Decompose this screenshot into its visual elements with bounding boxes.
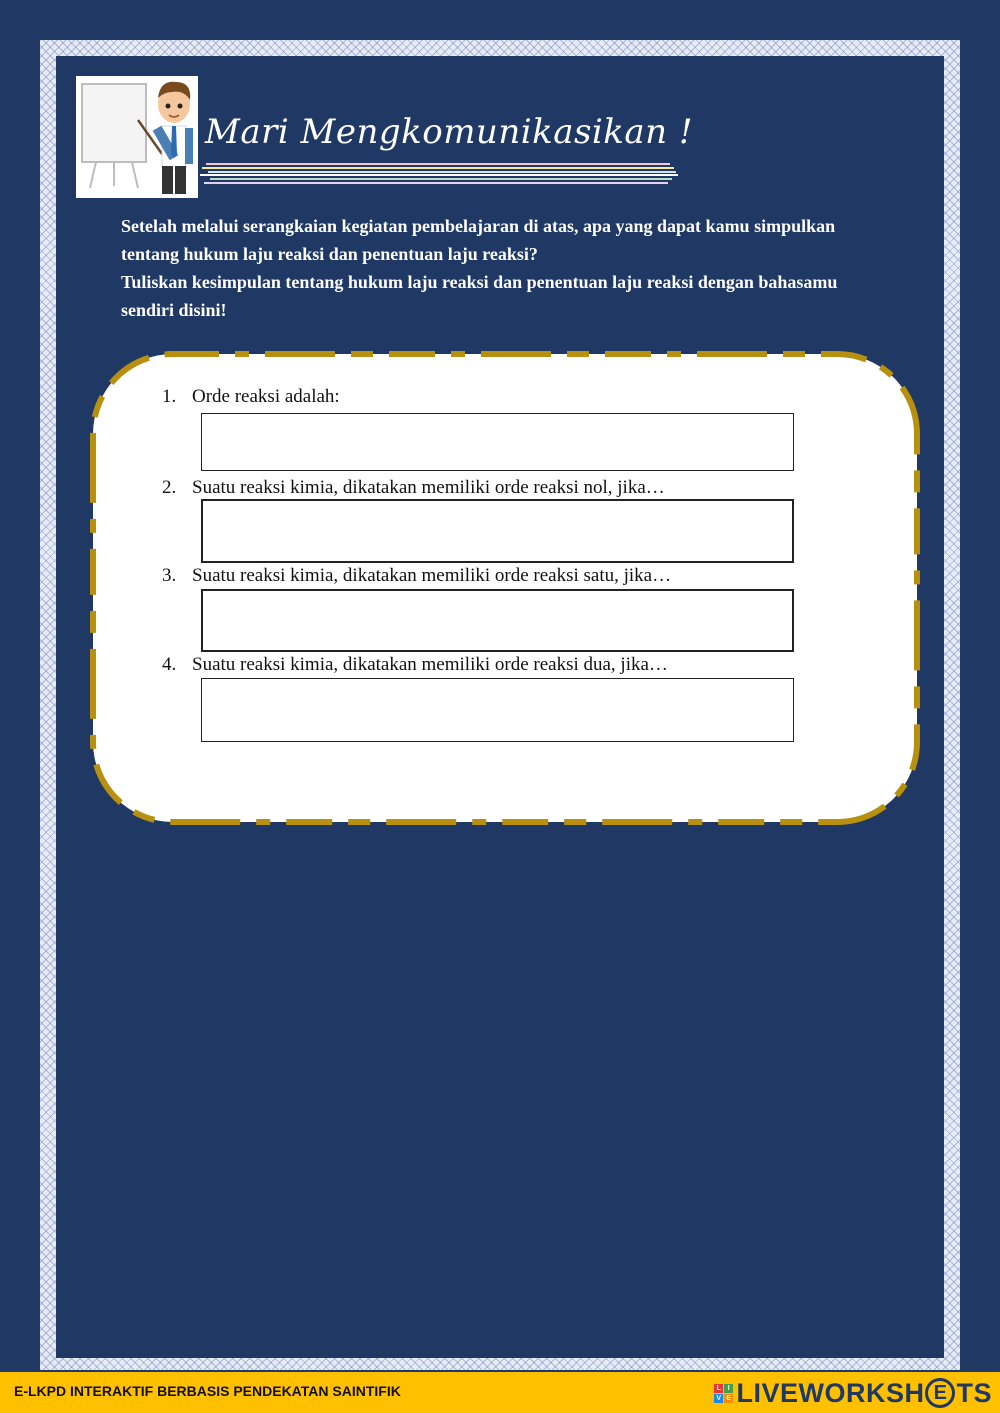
question-text: Suatu reaksi kimia, dikatakan memiliki orde reaksi dua, jika… xyxy=(192,654,668,675)
question-2 xyxy=(162,477,665,499)
question-number: 1. xyxy=(162,386,177,407)
question-number: 4. xyxy=(162,654,177,675)
instructions-line-1: Setelah melalui serangkaian kegiatan pembelajaran di atas, apa yang dapat kamu simpulkan tentang hukum laju reaksi dan penentuan laju reaksi? xyxy=(121,216,836,264)
question-number: 3. xyxy=(162,565,177,586)
logo-letter: L xyxy=(714,1384,723,1393)
question-text: Suatu reaksi kimia, dikatakan memiliki orde reaksi satu, jika… xyxy=(192,565,672,586)
logo-letter: V xyxy=(716,1394,722,1402)
answer-input-3[interactable] xyxy=(201,589,794,652)
footer-bar xyxy=(0,1372,1000,1413)
title-underline-decoration xyxy=(200,160,680,190)
answer-input-2[interactable] xyxy=(201,499,794,563)
liveworksheets-logo-icon xyxy=(714,1384,733,1403)
logo-letter: I xyxy=(724,1384,733,1393)
brand-e-circle: E xyxy=(925,1378,955,1408)
question-text: Orde reaksi adalah: xyxy=(192,386,340,407)
logo-letter: E xyxy=(726,1394,732,1402)
page-title: Mari Mengkomunikasikan ! xyxy=(205,112,694,152)
brand-text-start: LIVEWORKSH xyxy=(736,1377,925,1408)
footer-text: E-LKPD INTERAKTIF BERBASIS PENDEKATAN SAINTIFIK xyxy=(14,1383,401,1399)
question-number: 2. xyxy=(162,477,177,498)
instructions-text xyxy=(121,212,861,324)
question-3 xyxy=(162,565,671,587)
liveworksheets-wordmark xyxy=(736,1378,992,1409)
question-1 xyxy=(162,386,340,408)
instructions-line-2: Tuliskan kesimpulan tentang hukum laju reaksi dan penentuan laju reaksi dengan bahasamu sendiri disini! xyxy=(121,272,838,320)
teacher-illustration xyxy=(76,76,198,198)
liveworksheets-logo[interactable] xyxy=(714,1375,992,1411)
question-4 xyxy=(162,654,668,676)
answer-input-1[interactable] xyxy=(201,413,794,471)
brand-text-end: TS xyxy=(956,1377,992,1408)
question-text: Suatu reaksi kimia, dikatakan memiliki orde reaksi nol, jika… xyxy=(192,477,665,498)
answer-input-4[interactable] xyxy=(201,678,794,742)
